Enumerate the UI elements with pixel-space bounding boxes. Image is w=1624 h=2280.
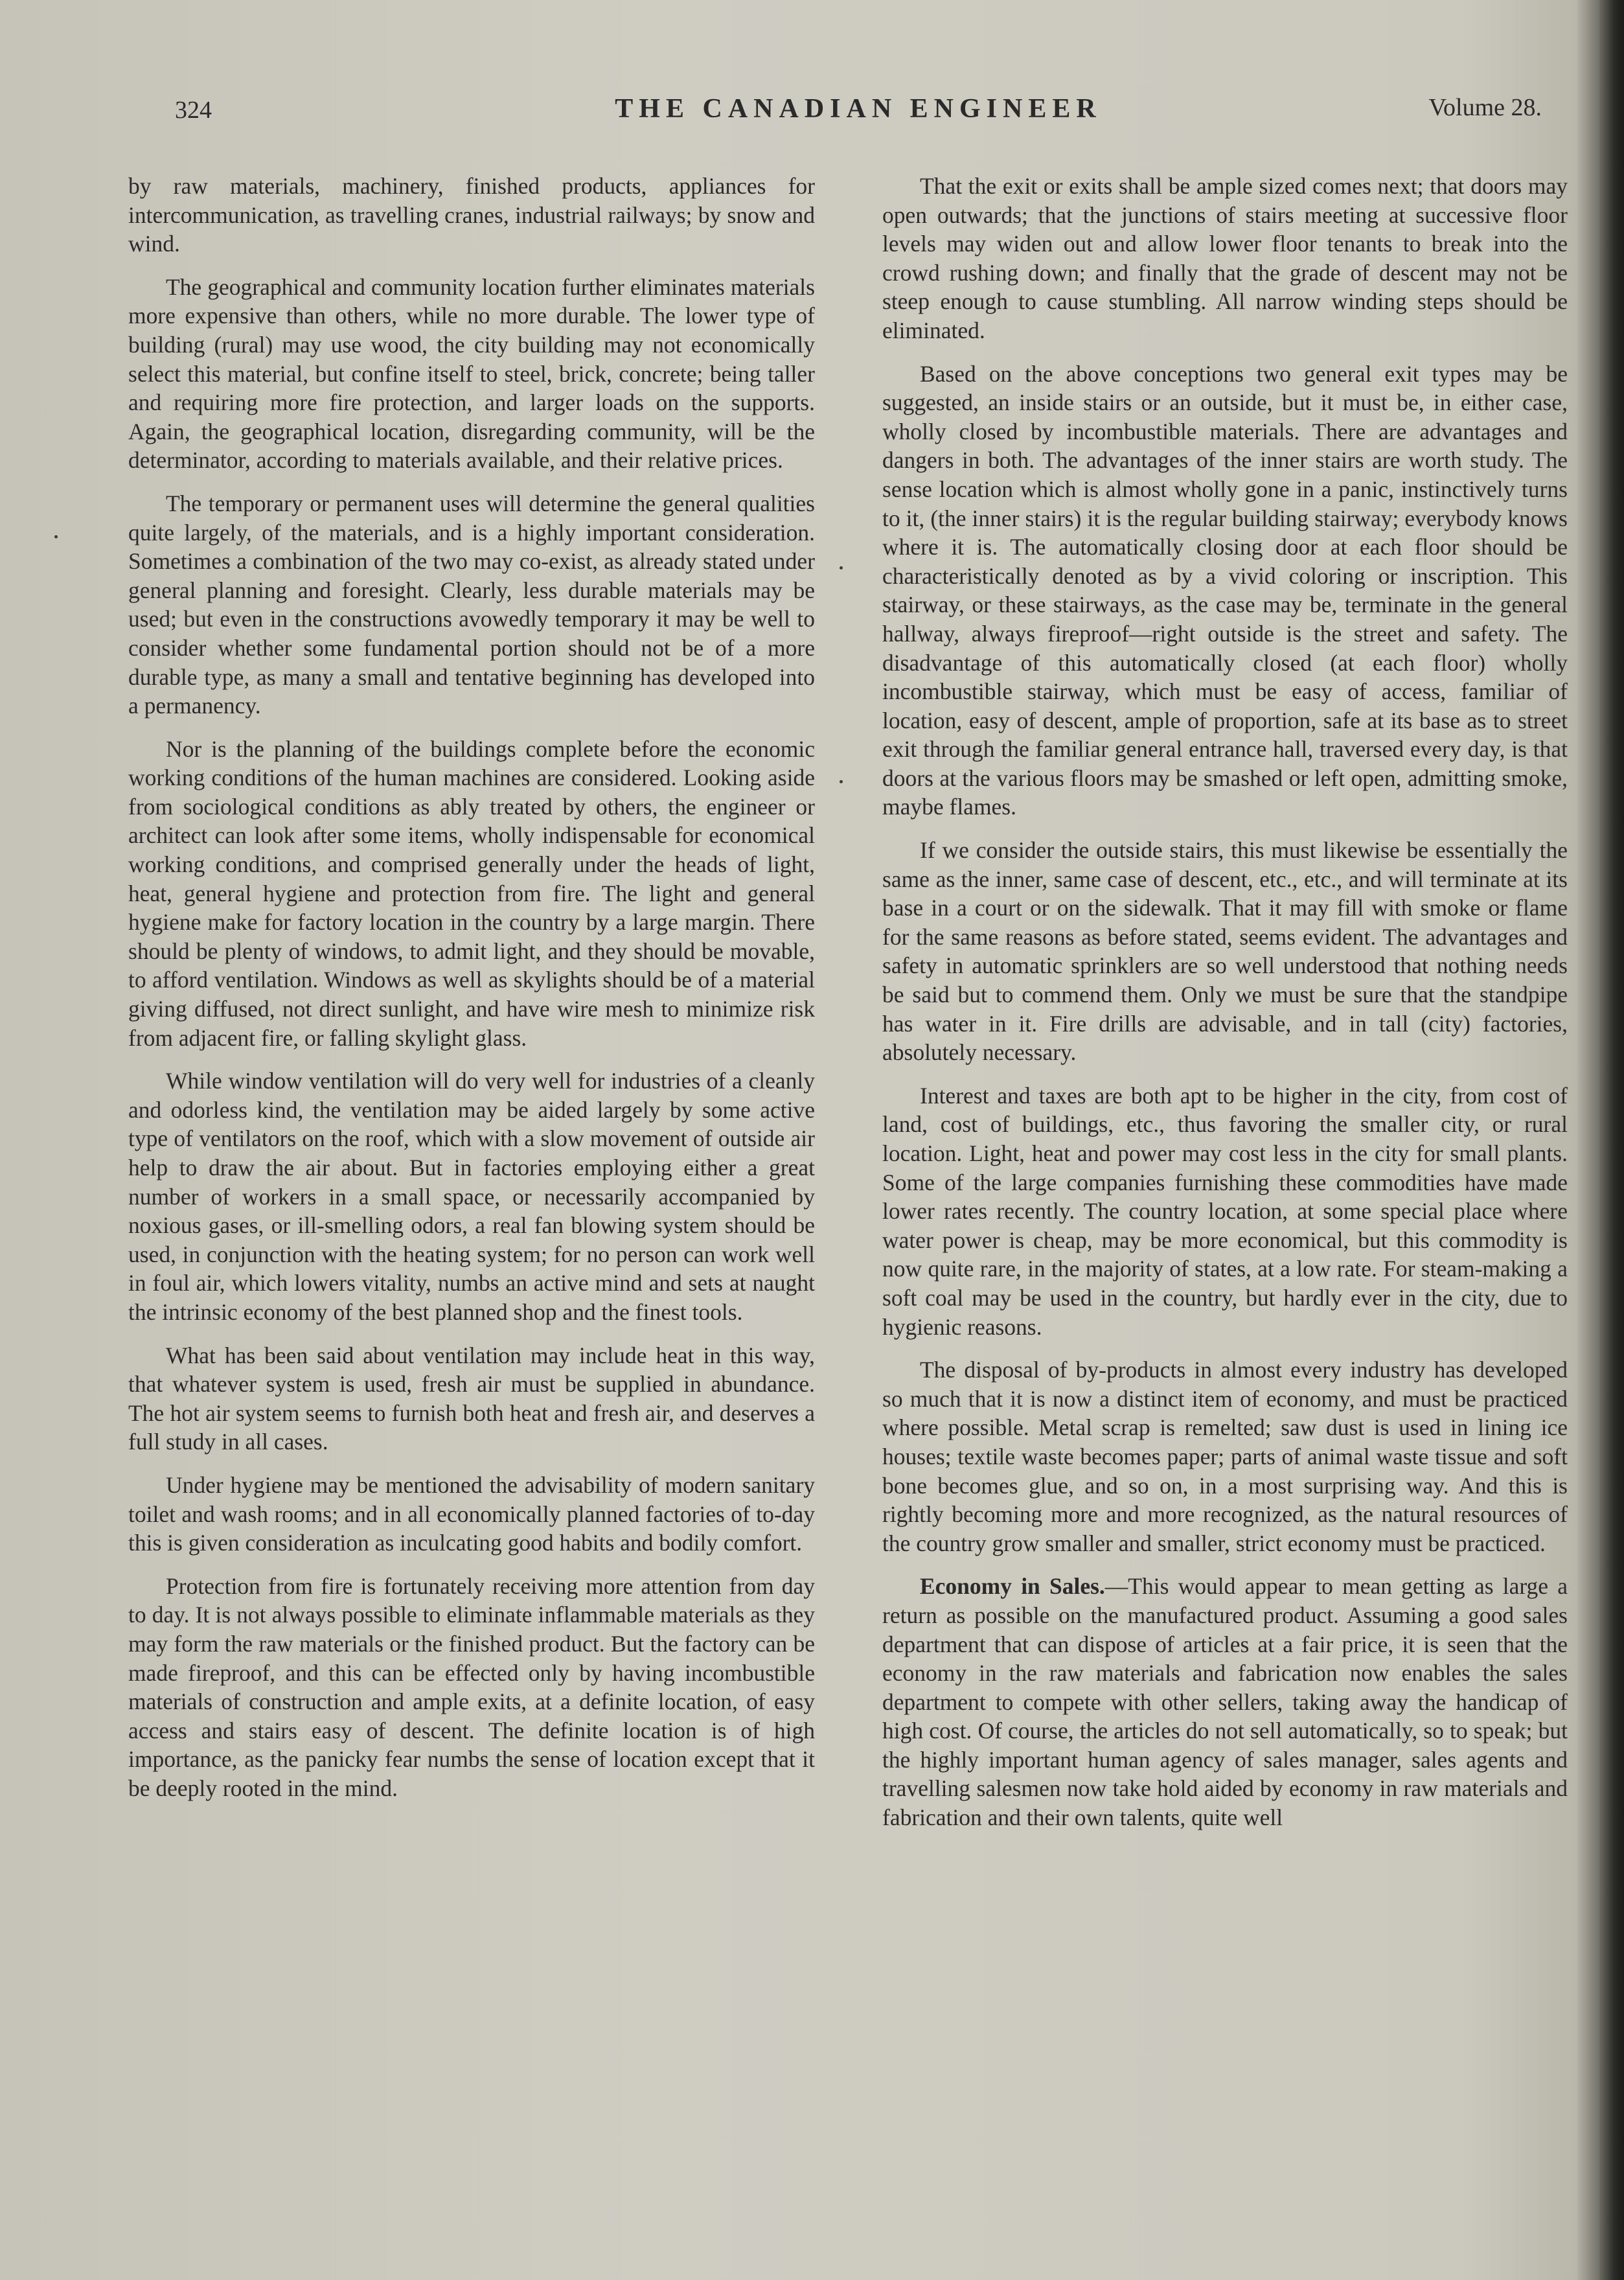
book-spine-shadow xyxy=(1599,0,1624,2280)
paragraph: Protection from fire is fortunately receiving more attention from day to day. It is not always possible to eliminate inflammable materials as they may form the raw materials or the finished product. But the factory can be made fireproof, and this can be effected only by having incombustible materials of construction and ample exits, at a definite location, of easy access and stairs easy of descent. The definite location is of high importance, as the panicky fear numbs the sense of location except that it be deeply rooted in the mind. xyxy=(128,1572,815,1801)
print-speck xyxy=(840,780,843,783)
paragraph: What has been said about ventilation may include heat in this way, that whatever system is used, fresh air must be supplied in abundance. The hot air system seems to furnish both heat and fresh air, and deserves a full study in all cases. xyxy=(128,1342,815,1455)
print-speck xyxy=(840,566,843,570)
paragraph: The temporary or permanent uses will determine the general qualities quite largely, of the materials, and is a highly important consideration. Sometimes a combination of the two may co-exist, as already stated under general planning and foresight. Clearly, less durable materials may be used; but even in the constructions avowedly temporary it may be well to consider whether some fundamental portion should not be of a more durable type, as many a small and tentative beginning has developed into a permanency. xyxy=(128,490,815,719)
left-column xyxy=(128,172,815,1817)
journal-title: THE CANADIAN ENGINEER xyxy=(615,94,1102,124)
paragraph: Under hygiene may be mentioned the advisability of modern sanitary toilet and wash rooms; and in all economically planned factories of to-day this is given consideration as inculcating good habits and bodily comfort. xyxy=(128,1471,815,1556)
paragraph: If we consider the outside stairs, this must likewise be essentially the same as the inner, same case of descent, etc., etc., and will terminate at its base in a court or on the sidewalk. That it may fill with smoke or flame for the same reasons as before stated, seems evident. The advantages and safety in automatic sprinklers are so well understood that nothing needs be said but to commend them. Only we must be sure that the standpipe has water in it. Fire drills are advisable, and in tall (city) factories, absolutely necessary. xyxy=(882,837,1568,1066)
print-speck xyxy=(54,535,58,538)
paragraph: Nor is the planning of the buildings complete before the economic working conditions of the human machines are considered. Looking aside from sociological conditions as ably treated by others, the engineer or architect can look after some items, wholly indispensable for economical working conditions, and comprised generally under the heads of light, heat, general hygiene and protection from fire. The light and general hygiene make for factory location in the country by a large margin. There should be plenty of windows, to admit light, and they should be movable, to afford ventilation. Windows as well as skylights should be of a material giving diffused, not direct sunlight, and have wire mesh to minimize risk from adjacent fire, or falling skylight glass. xyxy=(128,735,815,1051)
page-number: 324 xyxy=(175,97,212,124)
paragraph: The disposal of by-products in almost every industry has developed so much that it is now a distinct item of economy, and must be practiced where possible. Metal scrap is remelted; saw dust is used in lining ice houses; textile waste becomes paper; parts of animal waste tissue and soft bone becomes glue, and so on, in a most surprising way. And this is rightly becoming more and more recognized, as the natural resources of the country grow smaller and smaller, strict economy must be practiced. xyxy=(882,1357,1568,1556)
paragraph: Interest and taxes are both apt to be higher in the city, from cost of land, cost of buildings, etc., thus favoring the smaller city, or rural location. Light, heat and power may cost less in the city for small plants. Some of the large companies furnishing these commodities have made lower rates recently. The country location, at some special place where water power is cheap, may be more economical, but this commodity is now quite rare, in the majority of states, at a low rate. For steam-making a soft coal may be used in the country, but hardly ever in the city, due to hygienic reasons. xyxy=(882,1082,1568,1340)
paragraph: by raw materials, machinery, finished products, appliances for intercommunication, as travelling cranes, industrial railways; by snow and wind. xyxy=(128,173,815,257)
section-text: —This would appear to mean getting as large a return as possible on the manufactured product. Assuming a good sales department that can dispose of articles at a fair price, it is seen that the economy in the raw materials and fabrication now enables the sales department to compete with other sellers, taking away the handicap of high cost. Of course, the articles do not sell automatically, so to speak; but the highly important human agency of sales manager, sales agents and travelling salesmen now take hold aided by economy in raw materials and fabrication and their own talents, quite well xyxy=(882,1573,1568,1831)
paragraph: Based on the above conceptions two general exit types may be suggested, an inside stairs or an outside, but it must be, in either case, wholly closed by incombustible materials. There are advantages and dangers in both. The advantages of the inner stairs are worth study. The sense location which is almost wholly gone in a panic, instinctively turns to it, (the inner stairs) it is the regular building stairway; everybody knows where it is. The automatically closing door at each floor should be characteristically denoted as by a vivid coloring or inscription. This stairway, or these stairways, as the case may be, terminate in the general hallway, always fireproof—right outside is the street and safety. The disadvantage of this automatically closed (at each floor) wholly incombustible stairway, which must be easy of access, familiar of location, easy of descent, ample of proportion, safe at its base as to street exit through the familiar general entrance hall, traversed every day, is that doors at the various floors may be smashed or left open, admitting smoke, maybe flames. xyxy=(882,360,1568,820)
right-column xyxy=(882,172,1568,1847)
running-head xyxy=(175,91,1542,136)
paragraph: The geographical and community location further eliminates materials more expensive than others, while no more durable. The lower type of building (rural) may use wood, the city building may not economically select this material, but confine itself to steel, brick, concrete; being taller and requiring more fire protection, and larger loads on the supports. Again, the geographical location, disregarding community, will be the determinator, according to materials available, and their relative prices. xyxy=(128,273,815,474)
paragraph: That the exit or exits shall be ample sized comes next; that doors may open outwards; that the junctions of stairs meeting at successive floor levels may widen out and allow lower floor tenants to break into the crowd rushing down; and finally that the grade of descent may not be steep enough to cause stumbling. All narrow winding steps should be eliminated. xyxy=(882,173,1568,343)
section-paragraph xyxy=(882,1572,1568,1832)
section-heading: Economy in Sales. xyxy=(920,1573,1105,1600)
paragraph: While window ventilation will do very well for industries of a cleanly and odorless kind, the ventilation may be aided largely by some active type of ventilators on the roof, which with a slow movement of outside air help to draw the air about. But in factories employing either a great number of workers in a small space, or necessarily accompanied by noxious gases, or ill-smelling odors, a real fan blowing system should be used, in conjunction with the heating system; for no person can work well in foul air, which lowers vitality, numbs an active mind and sets at naught the intrinsic economy of the best planned shop and the finest tools. xyxy=(128,1068,815,1325)
volume-label: Volume 28. xyxy=(1428,94,1542,121)
